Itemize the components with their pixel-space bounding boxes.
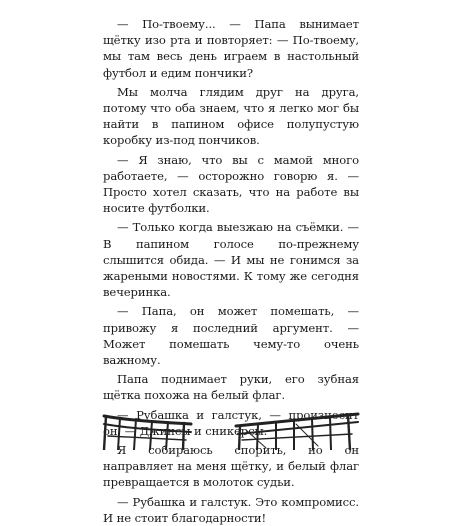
- paragraph-6: Папа поднимает руки, его зубная щётка похожа на белый флаг.: [103, 372, 359, 403]
- paragraph-7: — Рубашка и галстук, — произносит он. — Джинсы и сникерсы.: [103, 407, 359, 438]
- paragraph-8: Я собираюсь спорить, но он направляет на меня щётку, и белый флаг превращается в молоток судьи.: [103, 443, 359, 490]
- paragraph-2: Мы молча глядим друг на друга, потому что оба знаем, что я легко мог бы найти в папином офисе полупустую коробку из-под пончиков.: [103, 84, 359, 148]
- railing-illustration-icon: [96, 410, 366, 450]
- paragraph-3: — Я знаю, что вы с мамой много работаете, — осторожно говорю я. — Просто хотел сказать, что на работе вы носите футболки.: [103, 152, 359, 216]
- paragraph-9: — Рубашка и галстук. Это компромисс. И не стоит благодарности!: [103, 494, 359, 525]
- paragraph-5: — Папа, он может помешать, — привожу я последний аргумент. — Может помешать чему-то очень важному.: [103, 304, 359, 368]
- paragraph-1: — По-твоему... — Папа вынимает щётку изо рта и повторяет: — По-твоему, мы там весь день играем в настольный футбол и едим пончики?: [103, 17, 359, 80]
- paragraph-4: — Только когда выезжаю на съёмки. — В папином голосе по-прежнему слышится обида. — И мы не гонимся за жареными новостями. К тому же сегодня вечеринка.: [103, 220, 359, 300]
